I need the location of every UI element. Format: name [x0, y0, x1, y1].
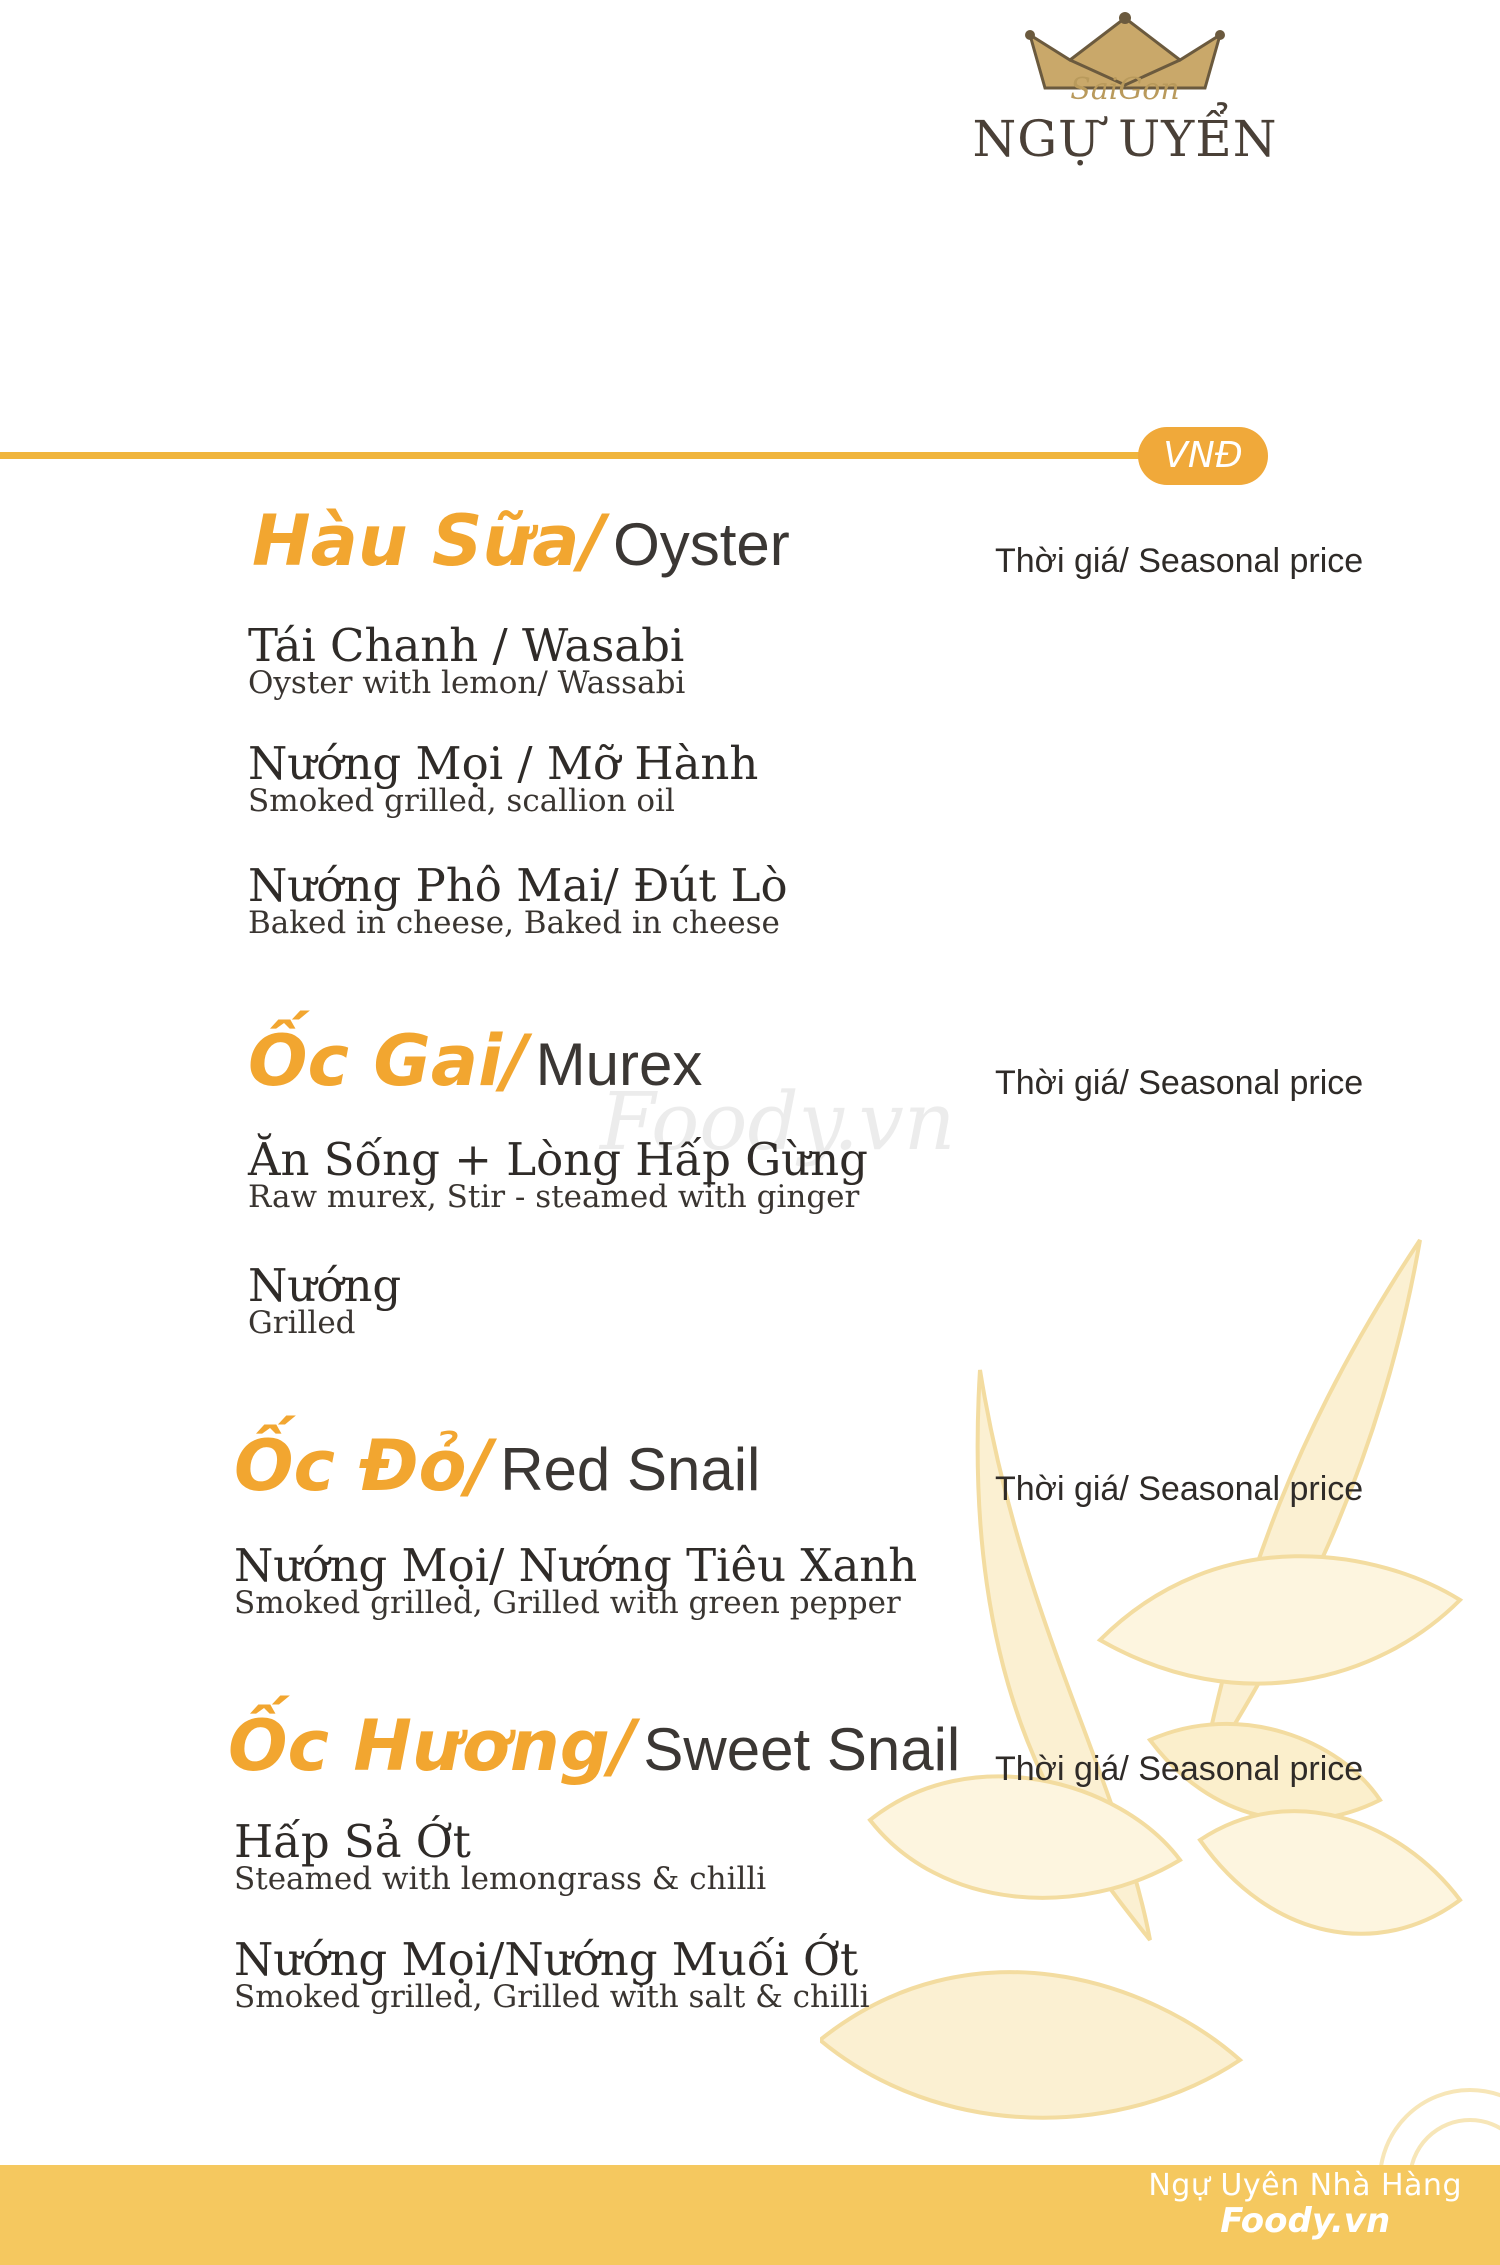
- watermark: Foody.vn: [600, 1075, 956, 1168]
- item-en-name: Raw murex, Stir - steamed with ginger: [248, 1179, 860, 1215]
- section-title-red-snail: [234, 1425, 760, 1507]
- item-en-name: Steamed with lemongrass & chilli: [234, 1861, 767, 1897]
- menu-item: [234, 1539, 918, 1621]
- price-murex: Thời giá/ Seasonal price: [995, 1064, 1364, 1102]
- item-en-name: Smoked grilled, Grilled with salt & chilli: [234, 1979, 870, 2015]
- price-red-snail: Thời giá/ Seasonal price: [995, 1470, 1364, 1508]
- footer-brand: Foody.vn: [1220, 2201, 1391, 2241]
- section-vi-title: Ốc Hương/: [228, 1705, 636, 1787]
- section-en-title: Oyster: [613, 511, 790, 578]
- section-en-title: Red Snail: [500, 1436, 761, 1503]
- section-en-title: Sweet Snail: [643, 1716, 961, 1783]
- section-en-title: Murex: [535, 1031, 703, 1098]
- section-title-murex: [248, 1020, 702, 1102]
- price-oyster: Thời giá/ Seasonal price: [995, 542, 1364, 580]
- item-en-name: Grilled: [248, 1305, 356, 1341]
- price-sweet-snail: Thời giá/ Seasonal price: [995, 1750, 1364, 1788]
- item-vi-name: Nướng Mọi/ Nướng Tiêu Xanh: [234, 1539, 918, 1592]
- section-title-sweet-snail: [228, 1705, 960, 1787]
- menu-item: [248, 1259, 402, 1341]
- item-en-name: Oyster with lemon/ Wassabi: [248, 665, 686, 701]
- restaurant-logo: [960, 10, 1290, 180]
- menu-item: [248, 619, 686, 701]
- item-vi-name: Ăn Sống + Lòng Hấp Gừng: [248, 1133, 868, 1186]
- logo-name: NGỰ UYỂN: [972, 110, 1278, 168]
- menu-item: [248, 737, 759, 819]
- item-vi-name: Nướng Mọi / Mỡ Hành: [248, 737, 759, 790]
- item-vi-name: Tái Chanh / Wasabi: [248, 619, 685, 672]
- footer-tag: [1148, 2168, 1462, 2241]
- footer-restaurant-name: Ngự Uyên Nhà Hàng: [1148, 2168, 1462, 2203]
- section-vi-title: Ốc Đỏ/: [234, 1425, 493, 1507]
- header-divider: [0, 452, 1140, 459]
- item-vi-name: Nướng: [248, 1259, 402, 1312]
- menu-item: [248, 859, 788, 941]
- item-en-name: Baked in cheese, Baked in cheese: [248, 905, 780, 941]
- section-vi-title: Hàu Sữa/: [252, 500, 606, 582]
- item-vi-name: Hấp Sả Ớt: [234, 1815, 471, 1868]
- item-en-name: Smoked grilled, scallion oil: [248, 783, 675, 819]
- currency-badge: VNĐ: [1138, 427, 1268, 485]
- item-vi-name: Nướng Mọi/Nướng Muối Ớt: [234, 1933, 859, 1986]
- logo-script: SaiGon: [1070, 72, 1180, 107]
- item-vi-name: Nướng Phô Mai/ Đút Lò: [248, 859, 788, 912]
- item-en-name: Smoked grilled, Grilled with green pepper: [234, 1585, 901, 1621]
- section-vi-title: Ốc Gai/: [248, 1020, 528, 1102]
- section-title-oyster: [252, 500, 790, 582]
- menu-item: [234, 1815, 767, 1897]
- menu-item: [248, 1133, 868, 1215]
- menu-item: [234, 1933, 870, 2015]
